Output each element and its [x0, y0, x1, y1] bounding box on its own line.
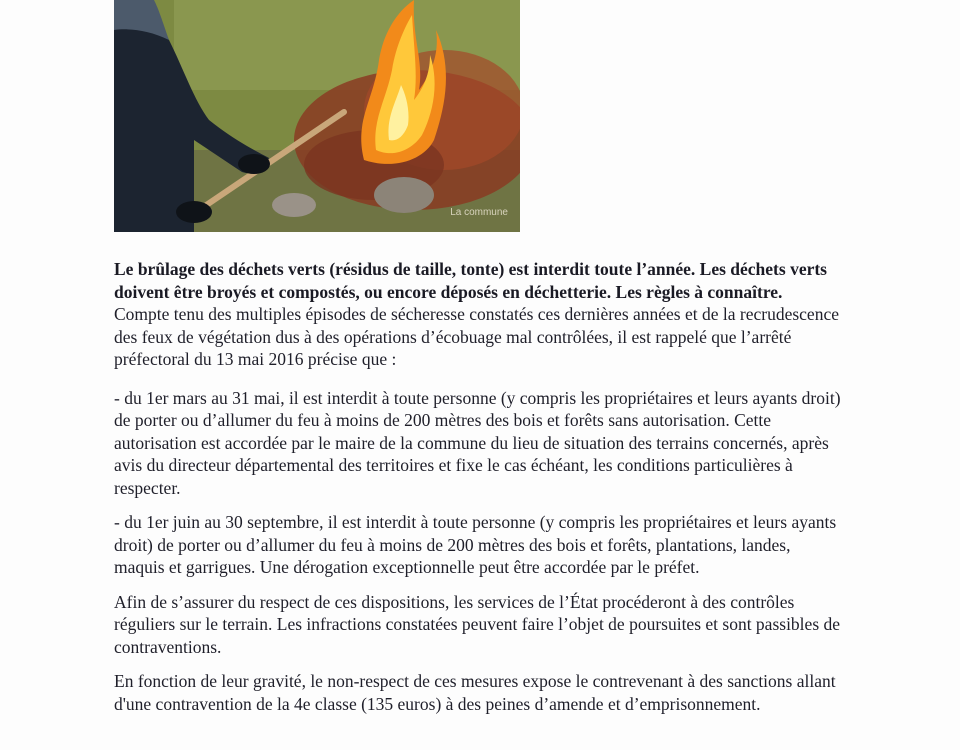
burning-waste-photo	[114, 0, 520, 232]
photo-caption: La commune	[450, 207, 508, 218]
article-paragraph-5: En fonction de leur gravité, le non-respect de ces mesures expose le contrevenant à des sanctions allant d'une contravention de la 4e classe (135 euros) à des peines d’amende et d’emprisonnement.	[114, 671, 836, 714]
article-paragraph-4: Afin de s’assurer du respect de ces dispositions, les services de l’État procéderont à des contrôles réguliers sur le terrain. Les infractions constatées peuvent faire l’objet de poursuites et sont passibles de contraventions.	[114, 591, 841, 657]
fire-illustration	[114, 0, 520, 232]
article-body	[114, 258, 844, 727]
article-lead: Le brûlage des déchets verts (résidus de taille, tonte) est interdit toute l’année. Les déchets verts doivent être broyés et compostés, ou encore déposés en déchetterie. Les règles à connaître.	[114, 259, 827, 302]
article-paragraph-3: - du 1er juin au 30 septembre, il est interdit à toute personne (y compris les propriétaires et leurs ayants droit) de porter ou d’allumer du feu à moins de 200 mètres des bois et forêts, plantations, landes, maquis et garrigues. Une dérogation exceptionnelle peut être accordée par le préfet.	[114, 512, 837, 577]
article-paragraph-1: Compte tenu des multiples épisodes de sécheresse constatés ces dernières années et de la recrudescence des feux de végétation dus à des opérations d’écobuage mal contrôlées, il est rappelé que l’arrêté préfectoral du 13 mai 2016 précise que :	[114, 304, 839, 369]
article-paragraph-2: - du 1er mars au 31 mai, il est interdit à toute personne (y compris les propriétaires et leurs ayants droit) de porter ou d’allumer du feu à moins de 200 mètres des bois et forêts sans autorisation. Cette autorisation est accordée par le maire de la commune du lieu de situation des terrains concernés, après avis du directeur départemental des territoires et fixe le cas échéant, les conditions particulières à respecter.	[114, 387, 841, 498]
